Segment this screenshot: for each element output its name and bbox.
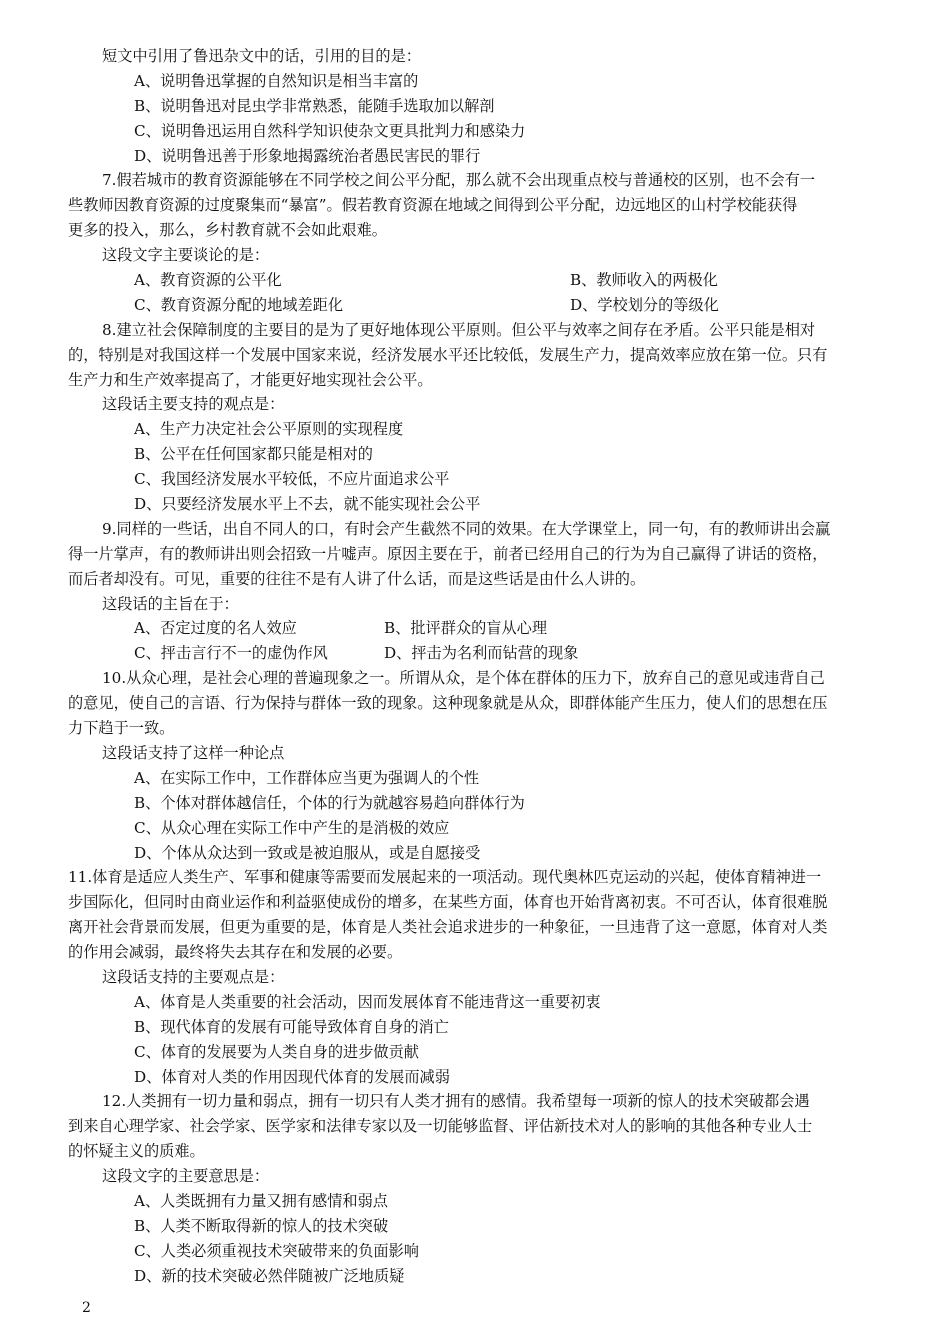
q10-passage-line-3: 力下趋于一致。 [68,719,175,738]
q12-option-a: A、人类既拥有力量又拥有感情和弱点 [134,1191,388,1210]
q10-stem: 这段话支持了这样一种论点 [102,743,285,762]
q12-passage-line-1: 12.人类拥有一切力量和弱点，拥有一切只有人类才拥有的感情。我希望每一项新的惊人的技术突破都会遇 [102,1092,810,1111]
q8-passage-line-2: 的，特别是对我国这样一个发展中国家来说，经济发展水平还比较低，发展生产力，提高效率应放在第一位。只有 [68,345,828,364]
q11-option-d: D、体育对人类的作用因现代体育的发展而减弱 [134,1067,450,1086]
q11-passage-line-2: 步国际化，但同时由商业运作和利益驱使成份的增多，在某些方面，体育也开始背离初衷。不可否认，体育很难脱 [68,893,828,912]
q11-option-c: C、体育的发展要为人类自身的进步做贡献 [134,1042,419,1061]
q11-option-a: A、体育是人类重要的社会活动，因而发展体育不能违背这一重要初衷 [134,992,601,1011]
q7-option-b: B、教师收入的两极化 [570,271,718,290]
q8-passage-line-1: 8.建立社会保障制度的主要目的是为了更好地体现公平原则。但公平与效率之间存在矛盾。公平只能是相对 [102,320,816,339]
q12-option-d: D、新的技术突破必然伴随被广泛地质疑 [134,1266,405,1285]
q12-passage-line-2: 到来自心理学家、社会学家、医学家和法律专家以及一切能够监督、评估新技术对人的影响的其他各种专业人士 [68,1117,813,1136]
q10-option-a: A、在实际工作中，工作群体应当更为强调人的个性 [134,768,480,787]
q7-passage-line-1: 7.假若城市的教育资源能够在不同学校之间公平分配，那么就不会出现重点校与普通校的区别，也不会有一 [102,171,816,190]
q9-options-row-2 [68,641,888,666]
q9-option-c: C、抨击言行不一的虚伪作风 [134,644,328,663]
q10-option-c: C、从众心理在实际工作中产生的是消极的效应 [134,818,450,837]
q8-passage-line-3: 生产力和生产效率提高了，才能更好地实现社会公平。 [68,370,433,389]
q8-option-d: D、只要经济发展水平上不去，就不能实现社会公平 [134,495,481,514]
q7-passage-line-2: 些教师因教育资源的过度聚集而“暴富”。假若教育资源在地域之间得到公平分配，边远地区的山村学校能获得 [68,196,798,215]
q8-option-c: C、我国经济发展水平较低，不应片面追求公平 [134,470,450,489]
q11-stem: 这段话支持的主要观点是： [102,967,285,986]
q12-stem: 这段文字的主要意思是： [102,1167,270,1186]
q12-option-c: C、人类必须重视技术突破带来的负面影响 [134,1241,419,1260]
q12-passage-line-3: 的怀疑主义的质难。 [68,1142,205,1161]
q6-option-c: C、说明鲁迅运用自然科学知识使杂文更具批判力和感染力 [134,121,526,140]
q7-option-c: C、教育资源分配的地域差距化 [134,295,344,314]
q9-passage-line-1: 9.同样的一些话，出自不同人的口，有时会产生截然不同的效果。在大学课堂上，同一句，有的教师讲出会赢 [102,519,831,538]
q10-passage-line-1: 10.从众心理，是社会心理的普遍现象之一。所谓从众，是个体在群体的压力下，放弃自己的意见或违背自己 [102,669,825,688]
q11-passage-line-3: 离开社会背景而发展，但更为重要的是，体育是人类社会追求进步的一种象征，一旦违背了这一意愿，体育对人类 [68,918,828,937]
q7-option-d: D、学校划分的等级化 [570,295,719,314]
document-page [68,44,888,1289]
q12-option-b: B、人类不断取得新的惊人的技术突破 [134,1216,389,1235]
q6-stem: 短文中引用了鲁迅杂文中的话，引用的目的是： [102,47,421,65]
q9-option-d: D、抨击为名利而钻营的现象 [384,644,579,663]
q11-passage-line-1: 11.体育是适应人类生产、军事和健康等需要而发展起来的一项活动。现代奥林匹克运动的兴起，使体育精神进一 [68,868,822,887]
q9-passage-line-3: 而后者却没有。可见，重要的往往不是有人讲了什么话，而是这些话是由什么人讲的。 [68,569,646,588]
q11-passage-line-4: 的作用会减弱，最终将失去其存在和发展的必要。 [68,943,403,962]
q10-passage-line-2: 的意见，使自己的言语、行为保持与群体一致的现象。这种现象就是从众，即群体能产生压力，使人们的思想在压 [68,694,828,713]
q7-passage-line-3: 更多的投入，那么，乡村教育就不会如此艰难。 [68,221,387,240]
q9-option-a: A、否定过度的名人效应 [134,619,297,638]
q9-option-b: B、批评群众的盲从心理 [384,619,548,638]
q9-options-row-1 [68,616,888,641]
q8-option-a: A、生产力决定社会公平原则的实现程度 [134,420,404,439]
q10-option-d: D、个体从众达到一致或是被迫服从，或是自愿接受 [134,843,481,862]
q6-option-a: A、说明鲁迅掌握的自然知识是相当丰富的 [134,71,419,90]
q7-option-a: A、教育资源的公平化 [134,271,282,290]
q9-stem: 这段话的主旨在于： [102,594,239,613]
q7-options-row-1 [68,268,888,293]
q10-option-b: B、个体对群体越信任，个体的行为就越容易趋向群体行为 [134,793,525,812]
q6-option-b: B、说明鲁迅对昆虫学非常熟悉，能随手选取加以解剖 [134,96,495,115]
q8-option-b: B、公平在任何国家都只能是相对的 [134,445,373,464]
q7-stem: 这段文字主要谈论的是： [102,246,270,265]
q8-stem: 这段话主要支持的观点是： [102,395,285,414]
q7-options-row-2 [68,293,888,318]
q11-option-b: B、现代体育的发展有可能导致体育自身的消亡 [134,1017,449,1036]
q6-option-d: D、说明鲁迅善于形象地揭露统治者愚民害民的罪行 [134,146,481,165]
q9-passage-line-2: 得一片掌声，有的教师讲出则会招致一片嘘声。原因主要在于，前者已经用自己的行为为自己赢得了讲话的资格， [68,544,828,563]
page-number: 2 [82,1300,91,1316]
